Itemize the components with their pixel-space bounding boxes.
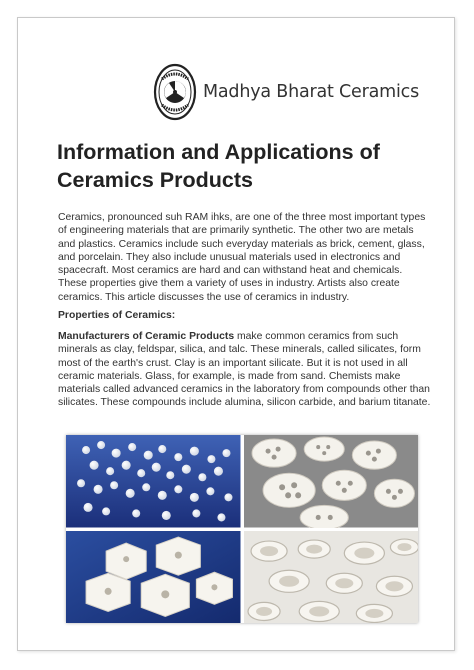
brand-name: Madhya Bharat Ceramics xyxy=(203,82,419,102)
intro-paragraph: Ceramics, pronounced suh RAM ihks, are one of the three most important types of engineering materials that are primarily synthetic. The other two are metals and plastics. Ceramics include such everyday materials as brick, cement, glass, and porcelain. They also include unusual materials used in electronics and spacecraft. Most ceramics are hard and can withstand heat and chemicals. These properties give them a variety of uses in industry. Artists also create ceramics. This article discusses the use of ceramics in industry. xyxy=(58,212,426,303)
manufacturers-text: make common ceramics from such minerals as clay, feldspar, silica, and talc. These minerals, called silicates, form most of the earth's crust. Clay is an important silicate. But it is not used in all ceramic materials. Glass, for example, is made from sand. Chemists make materials called advanced ceramics in the laboratory from compounds other than silicates. These compounds include alumina, silicon carbide, and barium titanate. xyxy=(58,331,431,409)
manufacturers-paragraph xyxy=(58,330,433,410)
photo-perforated-discs xyxy=(244,435,419,528)
photo-ceramic-blocks xyxy=(66,531,241,624)
photo-ceramic-beads xyxy=(66,435,241,528)
manufacturers-lead: Manufacturers of Ceramic Products xyxy=(58,331,235,342)
photo-ceramic-rings xyxy=(244,531,419,624)
ceramic-beads-image xyxy=(66,435,241,528)
title-line-1: Information and Applications of xyxy=(57,140,380,164)
ceramic-blocks-image xyxy=(66,531,241,624)
perforated-discs-image xyxy=(244,435,419,528)
properties-heading: Properties of Ceramics: xyxy=(58,310,176,321)
ceramics-seal-icon xyxy=(153,63,197,121)
title-line-2: Ceramics Products xyxy=(57,168,253,192)
ceramic-rings-image xyxy=(244,531,419,624)
page-title xyxy=(57,138,437,194)
document-page xyxy=(17,17,455,651)
brand-logo xyxy=(153,63,419,121)
ceramic-products-collage xyxy=(66,435,418,623)
